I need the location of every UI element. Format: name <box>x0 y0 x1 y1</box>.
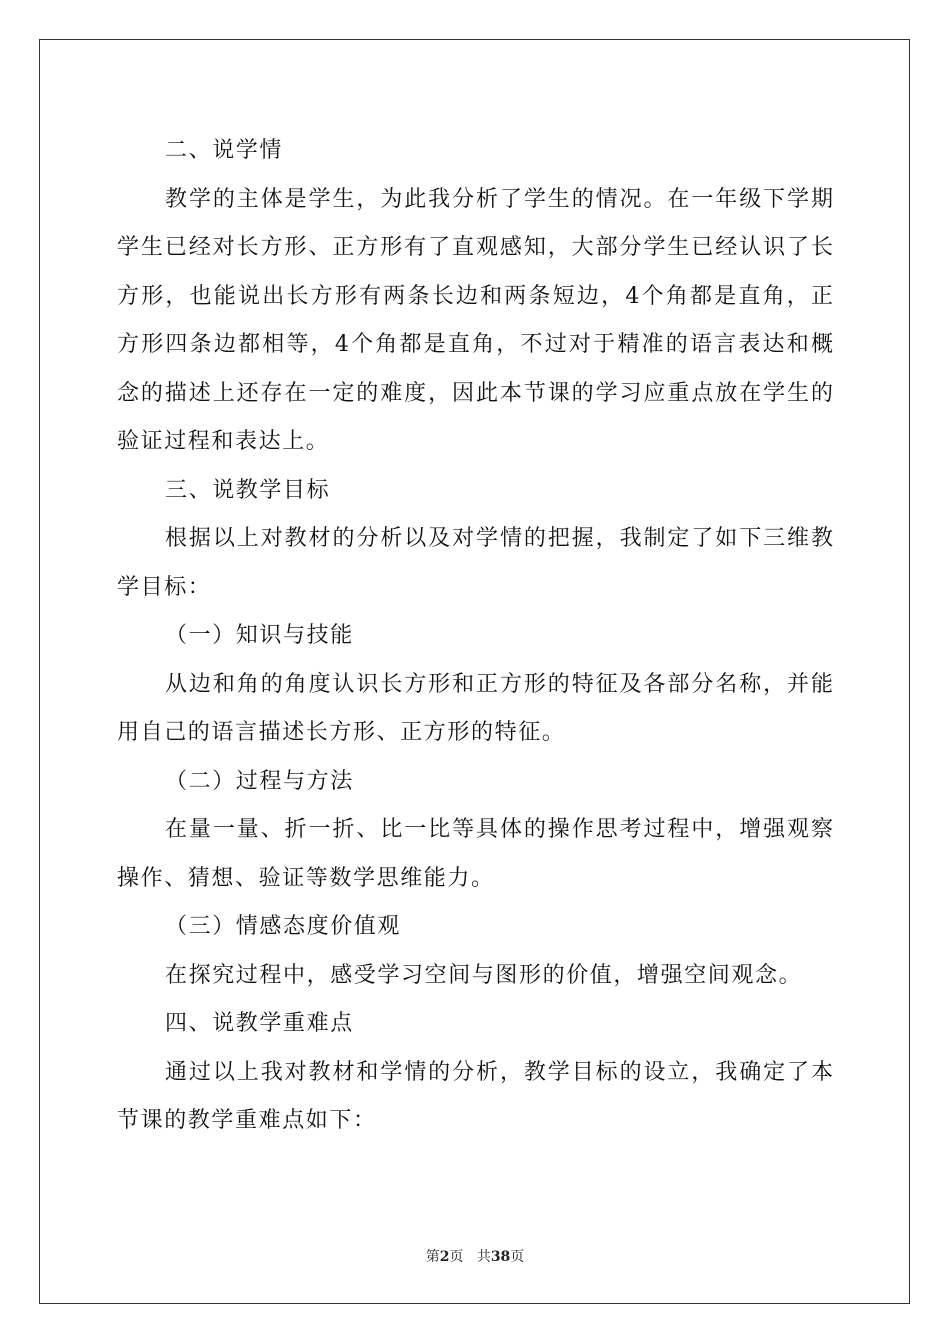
footer-page-number: 2 <box>439 1249 450 1265</box>
paragraph-line: 念的描述上还存在一定的难度，因此本节课的学习应重点放在学生的 <box>117 380 833 406</box>
paragraph-line: 在量一量、折一折、比一比等具体的操作思考过程中，增强观察 <box>165 817 833 842</box>
paragraph-line: 方形四条边都相等，4个角都是直角，不过对于精准的语言表达和概 <box>117 332 833 357</box>
subsection-heading: （三）情感态度价值观 <box>165 914 402 939</box>
paragraph-line: 根据以上对教材的分析以及对学情的把握，我制定了如下三维教 <box>165 526 833 551</box>
paragraph-line: 通过以上我对教材和学情的分析，教学目标的设立，我确定了本 <box>165 1059 833 1085</box>
section-heading: 二、说学情 <box>165 138 284 163</box>
footer-total-prefix: 共 <box>476 1249 491 1265</box>
footer-page-unit: 页 <box>449 1249 464 1265</box>
paragraph-line: 教学的主体是学生，为此我分析了学生的情况。在一年级下学期 <box>165 186 833 212</box>
subsection-heading: （二）过程与方法 <box>165 768 354 794</box>
subsection-heading: （一）知识与技能 <box>165 623 354 648</box>
page-footer <box>0 1246 950 1266</box>
section-heading: 四、说教学重难点 <box>165 1011 354 1036</box>
footer-total-pages: 38 <box>490 1249 511 1265</box>
footer-total-unit: 页 <box>510 1249 525 1265</box>
paragraph-line: 操作、猜想、验证等数学思维能力。 <box>117 865 495 891</box>
paragraph-line: 学目标： <box>117 574 212 600</box>
paragraph-line: 学生已经对长方形、正方形有了直观感知，大部分学生已经认识了长 <box>117 235 833 260</box>
document-body <box>117 127 833 1146</box>
paragraph-line: 从边和角的角度认识长方形和正方形的特征及各部分名称，并能 <box>165 671 833 697</box>
paragraph-line: 节课的教学重难点如下： <box>117 1108 377 1133</box>
paragraph-line: 验证过程和表达上。 <box>117 429 330 454</box>
paragraph-line: 在探究过程中，感受学习空间与图形的价值，增强空间观念。 <box>165 962 803 988</box>
paragraph-line: 用自己的语言描述长方形、正方形的特征。 <box>117 720 566 745</box>
section-heading: 三、说教学目标 <box>165 477 331 503</box>
footer-page-prefix: 第 <box>425 1249 440 1265</box>
paragraph-line: 方形，也能说出长方形有两条长边和两条短边，4个角都是直角，正 <box>117 283 833 309</box>
